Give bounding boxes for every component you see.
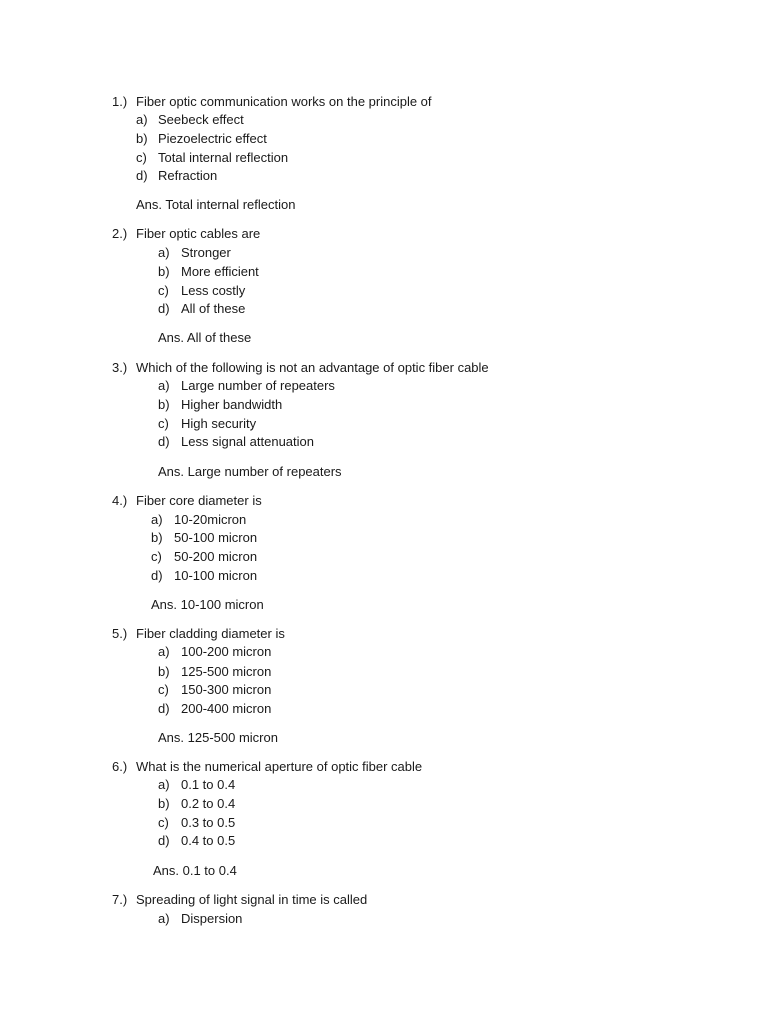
answer-text: Ans. Total internal reflection xyxy=(136,197,296,212)
option-text: Seebeck effect xyxy=(158,112,244,127)
option-text: Piezoelectric effect xyxy=(158,131,267,146)
option-letter: c) xyxy=(151,549,162,564)
option-letter: b) xyxy=(158,664,170,679)
option-letter: d) xyxy=(158,301,170,316)
option-letter: a) xyxy=(158,911,170,926)
option-text: All of these xyxy=(181,301,246,316)
question-text: Fiber optic cables are xyxy=(136,226,261,241)
option-letter: a) xyxy=(158,245,170,260)
option-letter: c) xyxy=(158,815,169,830)
option-text: 50-100 micron xyxy=(174,530,258,545)
option-text: 0.3 to 0.5 xyxy=(181,815,236,830)
option-text: 0.2 to 0.4 xyxy=(181,796,236,811)
option-text: Total internal reflection xyxy=(158,150,289,165)
option-letter: b) xyxy=(158,796,170,811)
question-number: 1.) xyxy=(112,94,128,109)
option-letter: a) xyxy=(158,378,170,393)
option-text: 50-200 micron xyxy=(174,549,258,564)
option-letter: d) xyxy=(136,168,148,183)
option-letter: b) xyxy=(151,530,163,545)
question-text: Fiber cladding diameter is xyxy=(136,626,285,641)
option-text: Refraction xyxy=(158,168,218,183)
option-text: 10-100 micron xyxy=(174,568,258,583)
option-letter: d) xyxy=(151,568,163,583)
option-text: 0.1 to 0.4 xyxy=(181,777,236,792)
question-text: Which of the following is not an advantage of optic fiber cable xyxy=(136,360,489,375)
question-text: Spreading of light signal in time is called xyxy=(136,892,368,907)
option-letter: a) xyxy=(136,112,148,127)
option-letter: a) xyxy=(151,512,163,527)
option-text: 10-20micron xyxy=(174,512,247,527)
option-letter: d) xyxy=(158,701,170,716)
option-text: Large number of repeaters xyxy=(181,378,335,393)
option-letter: c) xyxy=(158,416,169,431)
option-text: 100-200 micron xyxy=(181,644,272,659)
answer-text: Ans. Large number of repeaters xyxy=(158,464,342,479)
question-text: Fiber core diameter is xyxy=(136,493,262,508)
option-letter: c) xyxy=(158,283,169,298)
option-text: Higher bandwidth xyxy=(181,397,283,412)
option-letter: b) xyxy=(158,264,170,279)
question-number: 2.) xyxy=(112,226,128,241)
option-letter: c) xyxy=(158,682,169,697)
option-text: Less signal attenuation xyxy=(181,434,314,449)
option-text: 200-400 micron xyxy=(181,701,272,716)
option-letter: a) xyxy=(158,777,170,792)
question-text: What is the numerical aperture of optic fiber cable xyxy=(136,759,423,774)
question-number: 6.) xyxy=(112,759,128,774)
option-letter: c) xyxy=(136,150,147,165)
answer-text: Ans. 0.1 to 0.4 xyxy=(153,863,237,878)
question-number: 5.) xyxy=(112,626,128,641)
question-number: 3.) xyxy=(112,360,128,375)
option-letter: d) xyxy=(158,434,170,449)
answer-text: Ans. 125-500 micron xyxy=(158,730,278,745)
option-letter: a) xyxy=(158,644,170,659)
option-text: 125-500 micron xyxy=(181,664,272,679)
option-letter: b) xyxy=(136,131,148,146)
option-text: More efficient xyxy=(181,264,259,279)
option-text: 150-300 micron xyxy=(181,682,272,697)
option-text: High security xyxy=(181,416,257,431)
option-text: Stronger xyxy=(181,245,231,260)
option-letter: b) xyxy=(158,397,170,412)
option-text: 0.4 to 0.5 xyxy=(181,833,236,848)
question-1 xyxy=(112,94,127,110)
question-number: 7.) xyxy=(112,892,128,907)
answer-text: Ans. 10-100 micron xyxy=(151,597,264,612)
question-number: 4.) xyxy=(112,493,128,508)
option-text: Less costly xyxy=(181,283,246,298)
question-text: Fiber optic communication works on the principle of xyxy=(136,94,432,109)
option-letter: d) xyxy=(158,833,170,848)
option-text: Dispersion xyxy=(181,911,243,926)
answer-text: Ans. All of these xyxy=(158,330,252,345)
